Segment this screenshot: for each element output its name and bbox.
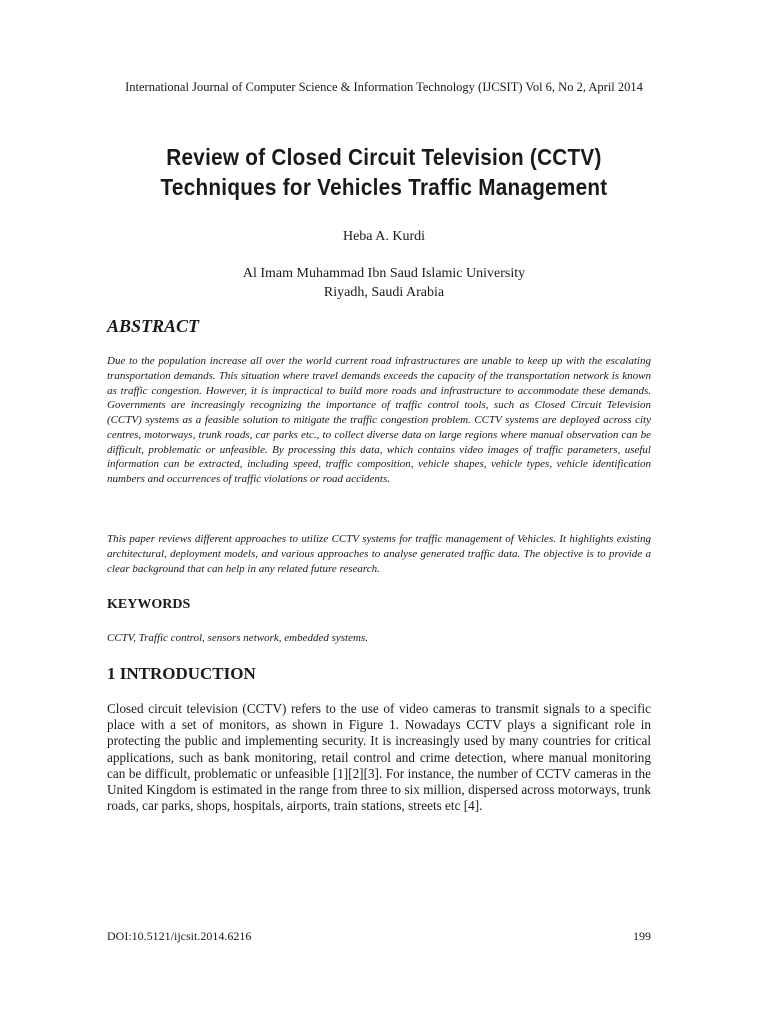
paper-title <box>92 142 675 202</box>
paper-title-line-1: Review of Closed Circuit Television (CCTV) <box>166 144 602 170</box>
paper-title-line-2: Techniques for Vehicles Traffic Management <box>160 174 608 200</box>
affiliation-location: Riyadh, Saudi Arabia <box>323 285 445 300</box>
introduction-heading: 1 INTRODUCTION <box>107 664 256 683</box>
abstract-heading: ABSTRACT <box>107 316 200 336</box>
introduction-paragraph: Closed circuit television (CCTV) refers to the use of video cameras to transmit signals to a specific place with a set of monitors, as shown in Figure 1. Nowadays CCTV plays a significant role in protecting the public and implementing security. It is increasingly used by many countries for critical applications, such as bank monitoring, retail control and crime detection, where manual monitoring can be difficult, problematic or unfeasible [1][2][3]. For instance, the number of CCTV cameras in the United Kingdom is estimated in the range from three to six million, dispersed across motorways, trunk roads, car parks, shops, hospitals, airports, train stations, streets etc [4]. <box>107 701 651 814</box>
author-affiliation <box>0 264 768 302</box>
doi-footer: DOI:10.5121/ijcsit.2014.6216 <box>107 929 252 943</box>
journal-header: International Journal of Computer Science & Information Technology (IJCSIT) Vol 6, No 2, April 2014 <box>125 80 643 94</box>
page-number: 199 <box>633 929 651 943</box>
author-name: Heba A. Kurdi <box>342 229 426 244</box>
abstract-paragraph-2: This paper reviews different approaches to utilize CCTV systems for traffic management of Vehicles. It highlights existing architectural, deployment models, and various approaches to analyse generated traffic data. The objective is to provide a clear background that can help in any related future research. <box>107 533 651 575</box>
affiliation-university: Al Imam Muhammad Ibn Saud Islamic University <box>242 266 526 281</box>
keywords-text: CCTV, Traffic control, sensors network, embedded systems. <box>107 632 368 644</box>
abstract-paragraph-1: Due to the population increase all over the world current road infrastructures are unable to keep up with the escalating transportation demands. This situation where travel demands exceeds the capacity of the transportation network is known as traffic congestion. However, it is impractical to build more roads and infrastructure to accommodate these demands. Governments are increasingly recognizing the importance of traffic control tools, such as Closed Circuit Television (CCTV) systems as a feasible solution to mitigate the traffic congestion problem. CCTV systems are deployed across city centres, motorways, trunk roads, car parks etc., to collect diverse data on large regions where manual observation can be difficult, problematic or unfeasible. By processing this data, which contains video images of traffic parameters, useful information can be extracted, including speed, traffic composition, vehicle shapes, vehicle types, vehicle identification numbers and occurrences of traffic violations or road accidents. <box>107 355 651 485</box>
keywords-heading: KEYWORDS <box>107 597 191 612</box>
